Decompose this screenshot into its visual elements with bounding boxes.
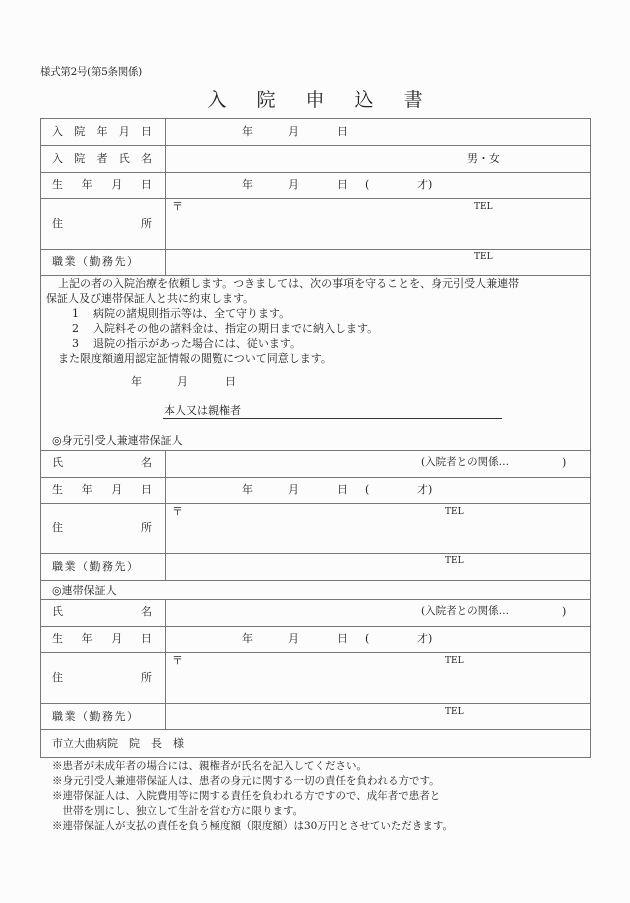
postal-mark-icon: 〒 bbox=[172, 654, 183, 667]
label-char: 住 bbox=[52, 217, 63, 230]
label-char: 名 bbox=[141, 152, 152, 165]
guarantor1-occupation-label: 職業（勤務先） bbox=[52, 560, 140, 573]
guarantor2-relation-close: ) bbox=[562, 605, 567, 618]
signing-month-unit: 月 bbox=[177, 375, 188, 388]
signing-year-unit: 年 bbox=[131, 375, 142, 388]
patient-address-label bbox=[52, 218, 152, 229]
patient-occupation-label: 職業（勤務先） bbox=[52, 255, 140, 268]
label-char: 年 bbox=[81, 178, 93, 191]
agreement-text-line2: 保証人及び連帯保証人と共に約束します。 bbox=[46, 292, 255, 305]
item-text: 入院料その他の諸料金は、指定の期日までに納入します。 bbox=[93, 322, 379, 335]
label-char: 住 bbox=[52, 671, 63, 684]
label-char: 年 bbox=[96, 125, 108, 138]
label-char: 名 bbox=[141, 456, 152, 469]
note-2: ※身元引受人兼連帯保証人は、患者の身元に関する一切の責任を負われる方です。 bbox=[52, 775, 440, 787]
patient-address-field[interactable] bbox=[166, 199, 466, 249]
note-5: ※連帯保証人が支払の責任を負う極度額（限度額）は30万円とさせていただきます。 bbox=[52, 820, 454, 832]
birth-month-unit: 月 bbox=[288, 178, 299, 191]
guarantor2-birthdate-label bbox=[52, 633, 152, 644]
guarantor1-year-unit: 年 bbox=[242, 483, 253, 496]
guarantor1-birthdate-label bbox=[52, 484, 152, 495]
age-unit: 才) bbox=[417, 178, 433, 191]
label-char: 名 bbox=[141, 605, 152, 618]
page-title: 入 院 申 込 書 bbox=[207, 89, 435, 111]
guarantor1-relation-label: (入院者との関係… bbox=[421, 456, 510, 468]
agreement-item-3 bbox=[72, 338, 301, 349]
row-divider bbox=[40, 729, 591, 730]
guarantor1-age-unit: 才) bbox=[417, 483, 433, 496]
note-3: ※連帯保証人は、入院費用等に関する責任を負われる方ですので、成年者で患者と bbox=[52, 790, 441, 802]
agreement-text-line1: 上記の者の入院治療を依頼します。つきましては、次の事項を守ることを、身元引受人兼連帯 bbox=[58, 277, 520, 290]
guarantor2-occupation-label: 職業（勤務先） bbox=[52, 710, 140, 723]
guarantor1-section-title: ◎身元引受人兼連帯保証人 bbox=[52, 434, 183, 447]
label-char: 月 bbox=[111, 483, 123, 496]
guarantor2-name-label bbox=[52, 606, 152, 617]
guarantor2-year-unit: 年 bbox=[242, 632, 253, 645]
agreement-item-2 bbox=[72, 323, 378, 334]
label-char: 生 bbox=[52, 483, 63, 496]
label-char: 年 bbox=[81, 632, 93, 645]
form-number: 様式第2号(第5条関係) bbox=[40, 66, 142, 78]
guarantor2-work-tel-label: TEL bbox=[445, 707, 464, 717]
guarantor1-age-open: ( bbox=[365, 483, 370, 496]
label-char: 住 bbox=[52, 521, 63, 534]
guarantor2-address-field[interactable] bbox=[166, 653, 436, 703]
label-char: 日 bbox=[140, 632, 152, 645]
guarantor2-relation-label: (入院者との関係… bbox=[421, 605, 510, 617]
note-4: 世帯を別にし、独立して生計を営む方に限ります。 bbox=[52, 805, 304, 817]
patient-tel-label: TEL bbox=[474, 202, 493, 212]
admission-year-unit: 年 bbox=[242, 125, 253, 138]
row-divider bbox=[40, 580, 591, 581]
guarantor2-section-title: ◎連帯保証人 bbox=[52, 584, 117, 597]
guarantor1-address-field[interactable] bbox=[166, 504, 436, 553]
guarantor2-relation-field[interactable] bbox=[510, 600, 560, 626]
label-char: 入 bbox=[52, 125, 63, 138]
guarantor2-day-unit: 日 bbox=[337, 632, 348, 645]
guarantor2-birthdate-field[interactable] bbox=[166, 627, 590, 652]
postal-mark-icon: 〒 bbox=[172, 200, 183, 213]
guarantor1-relation-close: ) bbox=[562, 456, 567, 469]
table-left-border bbox=[40, 118, 41, 757]
label-char: 院 bbox=[74, 152, 86, 165]
guarantor2-age-unit: 才) bbox=[417, 632, 433, 645]
note-1: ※患者が未成年者の場合には、親権者が氏名を記入してください。 bbox=[52, 760, 367, 772]
guarantor2-tel-label: TEL bbox=[445, 656, 464, 666]
patient-work-tel-label: TEL bbox=[474, 252, 493, 262]
guarantor1-name-label bbox=[52, 457, 152, 468]
patient-name-label bbox=[52, 153, 152, 164]
label-char: 氏 bbox=[118, 152, 130, 165]
admission-date-field[interactable] bbox=[166, 119, 590, 145]
label-char: 月 bbox=[111, 178, 123, 191]
item-text: 病院の諸規則指示等は、全て守ります。 bbox=[93, 307, 291, 320]
guarantor1-work-tel-label: TEL bbox=[445, 556, 464, 566]
item-text: 退院の指示があった場合には、従います。 bbox=[93, 337, 302, 350]
item-number: 3 bbox=[72, 337, 79, 350]
label-char: 日 bbox=[140, 483, 152, 496]
guarantor1-occupation-field[interactable] bbox=[166, 554, 436, 580]
guarantor1-day-unit: 日 bbox=[337, 483, 348, 496]
label-char: 所 bbox=[141, 217, 152, 230]
label-char: 入 bbox=[52, 152, 63, 165]
label-char: 年 bbox=[81, 483, 93, 496]
patient-name-field[interactable] bbox=[166, 146, 466, 172]
postal-mark-icon: 〒 bbox=[172, 505, 183, 518]
agreement-item-1 bbox=[72, 308, 290, 319]
admission-day-unit: 日 bbox=[337, 125, 348, 138]
signing-day-unit: 日 bbox=[225, 375, 236, 388]
addressee: 市立大曲病院 院 長 様 bbox=[52, 737, 184, 750]
label-char: 所 bbox=[141, 671, 152, 684]
guarantor1-month-unit: 月 bbox=[288, 483, 299, 496]
admission-month-unit: 月 bbox=[288, 125, 299, 138]
row-divider bbox=[40, 757, 591, 758]
gender-selector[interactable]: 男・女 bbox=[467, 152, 500, 165]
patient-occupation-field[interactable] bbox=[166, 250, 466, 275]
label-char: 生 bbox=[52, 632, 63, 645]
signature-line[interactable] bbox=[163, 418, 502, 419]
row-divider bbox=[40, 275, 591, 276]
label-char: 院 bbox=[74, 125, 86, 138]
item-number: 2 bbox=[72, 322, 79, 335]
guarantor1-tel-label: TEL bbox=[445, 507, 464, 517]
item-number: 1 bbox=[72, 307, 79, 320]
admission-date-label bbox=[52, 126, 152, 137]
label-char: 日 bbox=[141, 125, 152, 138]
age-open-paren: ( bbox=[365, 178, 370, 191]
birth-day-unit: 日 bbox=[337, 178, 348, 191]
consent-text: また限度額適用認定証情報の閲覧について同意します。 bbox=[58, 352, 332, 365]
guarantor1-address-label bbox=[52, 522, 152, 533]
label-char: 所 bbox=[141, 521, 152, 534]
guarantor2-age-open: ( bbox=[365, 632, 370, 645]
patient-birthdate-field[interactable] bbox=[166, 173, 590, 198]
label-char: 氏 bbox=[52, 605, 63, 618]
label-char: 月 bbox=[111, 632, 123, 645]
guarantor2-address-label bbox=[52, 672, 152, 683]
guarantor1-name-field[interactable] bbox=[166, 451, 421, 477]
patient-birthdate-label bbox=[52, 179, 152, 190]
guarantor1-birthdate-field[interactable] bbox=[166, 478, 590, 503]
guarantor2-month-unit: 月 bbox=[288, 632, 299, 645]
label-char: 者 bbox=[96, 152, 108, 165]
guarantor1-relation-field[interactable] bbox=[510, 451, 560, 477]
signer-label: 本人又は親権者 bbox=[164, 404, 241, 417]
guarantor2-occupation-field[interactable] bbox=[166, 704, 436, 729]
label-char: 月 bbox=[118, 125, 130, 138]
guarantor2-name-field[interactable] bbox=[166, 600, 421, 626]
birth-year-unit: 年 bbox=[242, 178, 253, 191]
label-char: 日 bbox=[140, 178, 152, 191]
table-right-border bbox=[590, 118, 591, 757]
label-char: 氏 bbox=[52, 456, 63, 469]
label-char: 生 bbox=[52, 178, 63, 191]
